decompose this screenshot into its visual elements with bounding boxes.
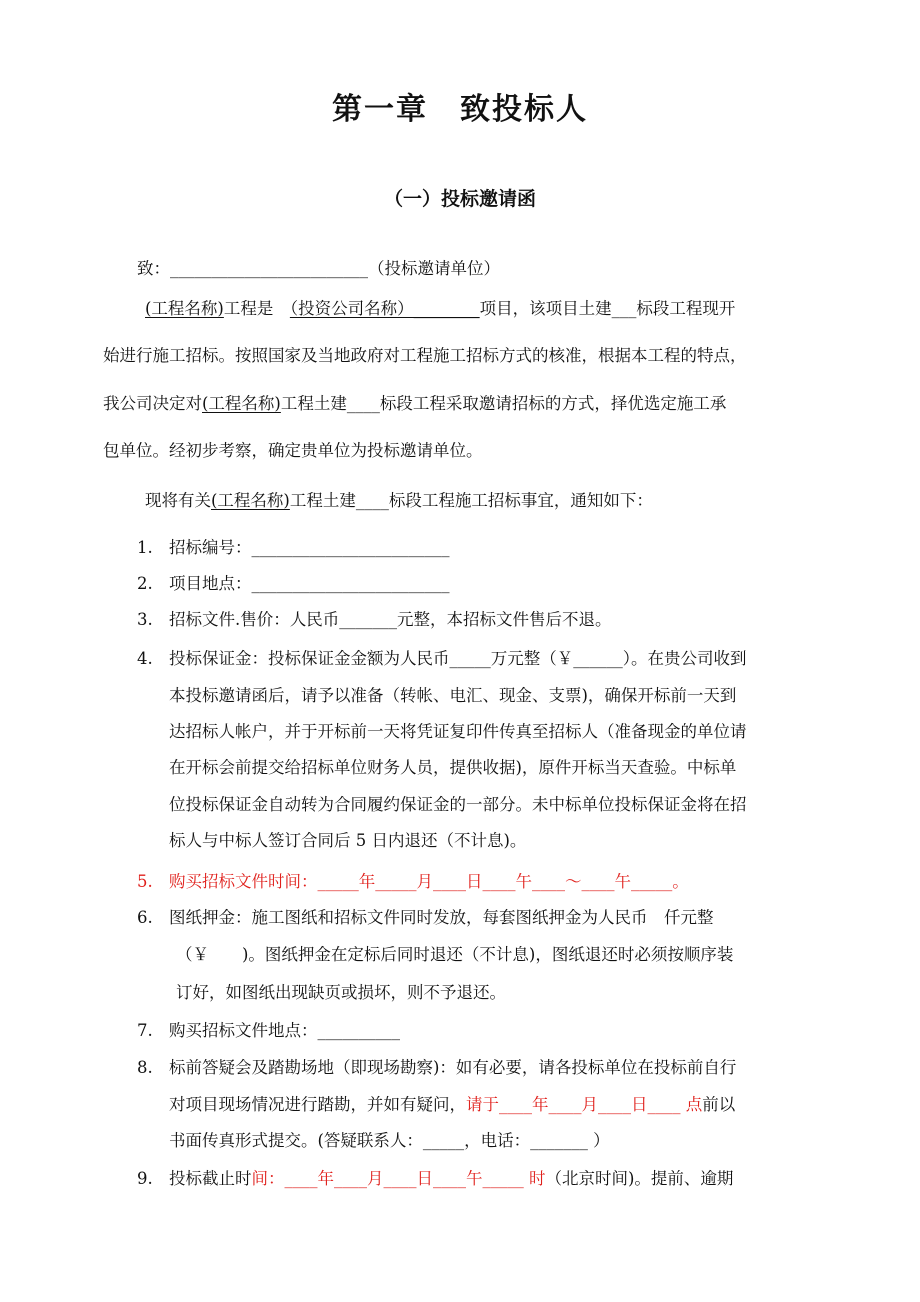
item-bid-bond-line-2: 本投标邀请函后，请予以准备（转帐、电汇、现金、支票)，确保开标前一天到: [169, 686, 737, 705]
addressee-prefix: 致：: [137, 259, 170, 278]
item-purchase-time: 购买招标文件时间：_____年_____月____日____午____～____午_____。: [169, 872, 689, 891]
project-name-placeholder: (工程名称): [145, 299, 224, 318]
text-span: （北京时间)。提前、逾期: [545, 1169, 734, 1188]
item-bid-bond-line-1: 投标保证金：投标保证金金额为人民币_____万元整（￥______）。在贵公司收到: [169, 649, 747, 668]
item-bid-bond-line-4: 在开标会前提交给招标单位财务人员，提供收据)，原件开标当天查验。中标单: [169, 758, 737, 777]
question-deadline: 请于____年____月____日____ 点: [466, 1095, 703, 1114]
item-project-location: 项目地点：________________________: [169, 574, 450, 593]
item-purchase-location: 购买招标文件地点：__________: [169, 1021, 400, 1040]
item-bid-bond-line-3: 达招标人帐户，并于开标前一天将凭证复印件传真至招标人（准备现金的单位请: [169, 722, 747, 741]
item-drawing-deposit-line-2: （￥ )。图纸押金在定标后同时退还（不计息)，图纸退还时必须按顺序装: [176, 945, 734, 964]
project-name-placeholder: (工程名称): [211, 491, 290, 510]
item-number: 9.: [137, 1169, 153, 1188]
addressee-line: [137, 258, 500, 280]
item-drawing-deposit-line-3: 订好，如图纸出现缺页或损坏，则不予退还。: [176, 983, 506, 1002]
paragraph-2: [145, 490, 653, 512]
deadline-time: 间：____年____月____日____午_____ 时: [251, 1169, 546, 1188]
text-span: 我公司决定对: [103, 394, 202, 413]
item-number: 6.: [137, 908, 153, 927]
text-span: 前以: [702, 1095, 736, 1114]
item-document-price: 招标文件.售价：人民币_______元整，本招标文件售后不退。: [169, 610, 612, 629]
investment-company-placeholder: （投资公司名称）________: [289, 299, 480, 318]
section-subtitle: （一）投标邀请函: [383, 188, 536, 210]
item-drawing-deposit-line-1: 图纸押金：施工图纸和招标文件同时发放，每套图纸押金为人民币 仟元整: [169, 908, 714, 927]
item-site-visit-line-1: 标前答疑会及踏勘场地（即现场勘察)：如有必要，请各投标单位在投标前自行: [169, 1058, 737, 1077]
item-number: 4.: [137, 649, 153, 668]
item-bid-bond-line-5: 位投标保证金自动转为合同履约保证金的一部分。未中标单位投标保证金将在招: [169, 795, 747, 814]
item-number: 5.: [137, 872, 153, 891]
addressee-blank: ________________________: [170, 259, 368, 278]
item-number: 2.: [137, 574, 153, 593]
item-bid-deadline: [169, 1168, 733, 1190]
text-span: 工程是: [223, 299, 290, 318]
paragraph-1-line-4: 包单位。经初步考察，确定贵单位为投标邀请单位。: [103, 441, 483, 460]
item-number: 1.: [137, 538, 153, 557]
text-span: 投标截止时: [169, 1169, 252, 1188]
chapter-title: 第一章 致投标人: [332, 92, 588, 127]
project-name-placeholder: (工程名称): [202, 394, 281, 413]
addressee-suffix: （投标邀请单位）: [368, 259, 500, 278]
item-bid-bond-line-6: 标人与中标人签订合同后 5 日内退还（不计息)。: [169, 831, 527, 850]
text-span: 工程土建____标段工程采取邀请招标的方式，择优选定施工承: [280, 394, 727, 413]
item-tender-number: 招标编号：________________________: [169, 538, 450, 557]
text-span: 项目，该项目土建___标段工程现开: [479, 299, 736, 318]
paragraph-1-line-3: [103, 393, 726, 415]
paragraph-1-line-1: [145, 298, 735, 320]
item-site-visit-line-3: 书面传真形式提交。(答疑联系人：_____，电话：_______ ）: [169, 1131, 610, 1150]
item-number: 7.: [137, 1021, 153, 1040]
item-number: 3.: [137, 610, 153, 629]
item-number: 8.: [137, 1058, 153, 1077]
text-span: 工程土建____标段工程施工招标事宜，通知如下：: [289, 491, 653, 510]
text-span: 对项目现场情况进行踏勘，并如有疑问，: [169, 1095, 466, 1114]
paragraph-1-line-2: 始进行施工招标。按照国家及当地政府对工程施工招标方式的核准，根据本工程的特点，: [103, 346, 747, 365]
text-span: 现将有关: [145, 491, 211, 510]
item-site-visit-line-2: [169, 1094, 735, 1116]
